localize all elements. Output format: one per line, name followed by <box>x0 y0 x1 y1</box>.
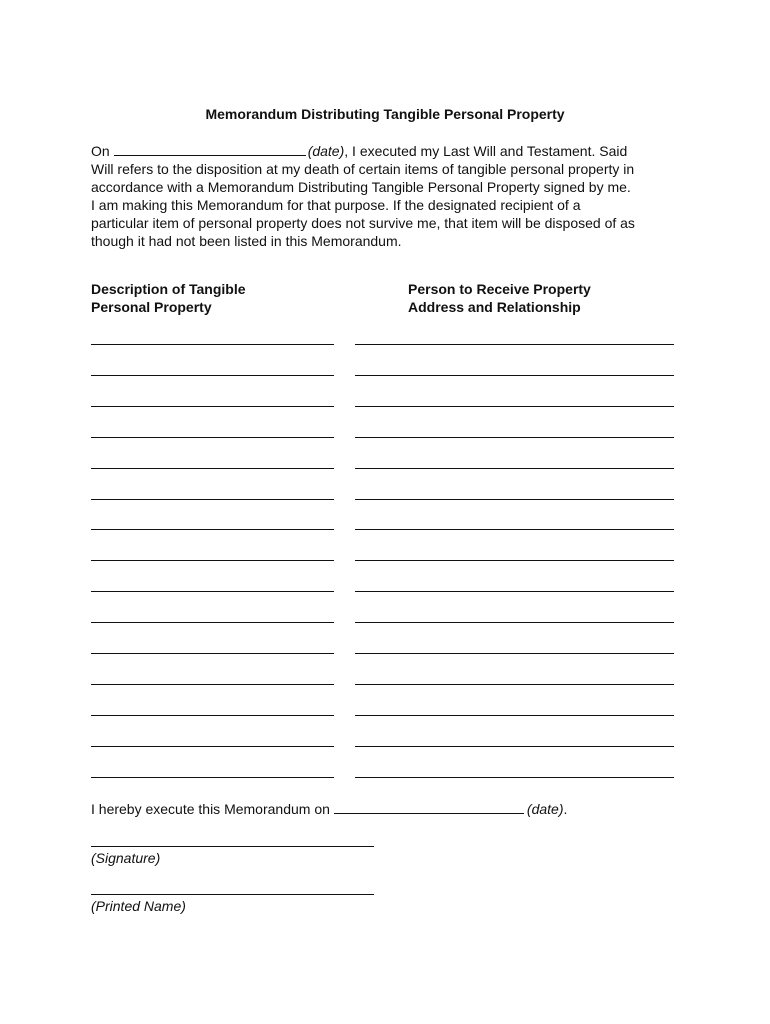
execution-text: I hereby execute this Memorandum on <box>91 801 330 817</box>
description-blank-line[interactable] <box>91 437 334 438</box>
description-blank-line[interactable] <box>91 591 334 592</box>
intro-line-5: particular item of personal property does not survive me, that item will be disposed of as <box>91 215 635 231</box>
recipient-blank-line[interactable] <box>355 344 674 345</box>
column-header-description-line-1: Description of Tangible <box>91 281 246 297</box>
will-date-blank[interactable] <box>114 142 306 156</box>
recipient-blank-line[interactable] <box>355 715 674 716</box>
intro-line-3: accordance with a Memorandum Distributing Tangible Personal Property signed by me. <box>91 179 631 195</box>
recipient-blank-line[interactable] <box>355 406 674 407</box>
recipient-blank-line[interactable] <box>355 746 674 747</box>
intro-line-4: I am making this Memorandum for that purpose. If the designated recipient of a <box>91 197 581 213</box>
recipient-blank-line[interactable] <box>355 468 674 469</box>
intro-line-1 <box>91 142 681 160</box>
description-blank-line[interactable] <box>91 499 334 500</box>
description-blank-line[interactable] <box>91 653 334 654</box>
execution-date-label: (date) <box>526 801 564 817</box>
description-blank-line[interactable] <box>91 468 334 469</box>
printed-name-line[interactable] <box>91 894 374 895</box>
execution-period: . <box>563 801 568 817</box>
description-blank-line[interactable] <box>91 560 334 561</box>
intro-line-1-rest: , I executed my Last Will and Testament. Said <box>344 143 628 159</box>
recipient-blank-line[interactable] <box>355 622 674 623</box>
column-header-recipient <box>408 280 591 316</box>
recipient-blank-line[interactable] <box>355 653 674 654</box>
signature-label: (Signature) <box>91 850 161 866</box>
execution-line <box>91 800 567 817</box>
recipient-blank-line[interactable] <box>355 375 674 376</box>
document-title: Memorandum Distributing Tangible Personal Property <box>205 106 565 122</box>
description-blank-line[interactable] <box>91 622 334 623</box>
intro-line-2: Will refers to the disposition at my death of certain items of tangible personal property in <box>91 161 635 177</box>
description-blank-line[interactable] <box>91 746 334 747</box>
description-blank-line[interactable] <box>91 406 334 407</box>
recipient-blank-line[interactable] <box>355 591 674 592</box>
description-blank-line[interactable] <box>91 777 334 778</box>
column-header-description-line-2: Personal Property <box>91 299 212 315</box>
recipient-blank-line[interactable] <box>355 499 674 500</box>
column-header-recipient-line-2: Address and Relationship <box>408 299 581 315</box>
printed-name-label: (Printed Name) <box>91 898 186 914</box>
recipient-blank-line[interactable] <box>355 777 674 778</box>
column-header-description <box>91 280 246 316</box>
intro-date-label: (date) <box>307 143 345 159</box>
recipient-blank-line[interactable] <box>355 437 674 438</box>
intro-paragraph <box>91 142 681 250</box>
recipient-blank-line[interactable] <box>355 560 674 561</box>
execution-date-blank[interactable] <box>334 800 524 814</box>
description-blank-line[interactable] <box>91 684 334 685</box>
signature-line[interactable] <box>91 846 374 847</box>
column-header-recipient-line-1: Person to Receive Property <box>408 281 591 297</box>
recipient-blank-line[interactable] <box>355 684 674 685</box>
description-blank-line[interactable] <box>91 375 334 376</box>
intro-line-6: though it had not been listed in this Memorandum. <box>91 233 402 249</box>
description-blank-line[interactable] <box>91 529 334 530</box>
description-blank-line[interactable] <box>91 344 334 345</box>
description-blank-line[interactable] <box>91 715 334 716</box>
recipient-blank-line[interactable] <box>355 529 674 530</box>
intro-lead: On <box>91 143 110 159</box>
